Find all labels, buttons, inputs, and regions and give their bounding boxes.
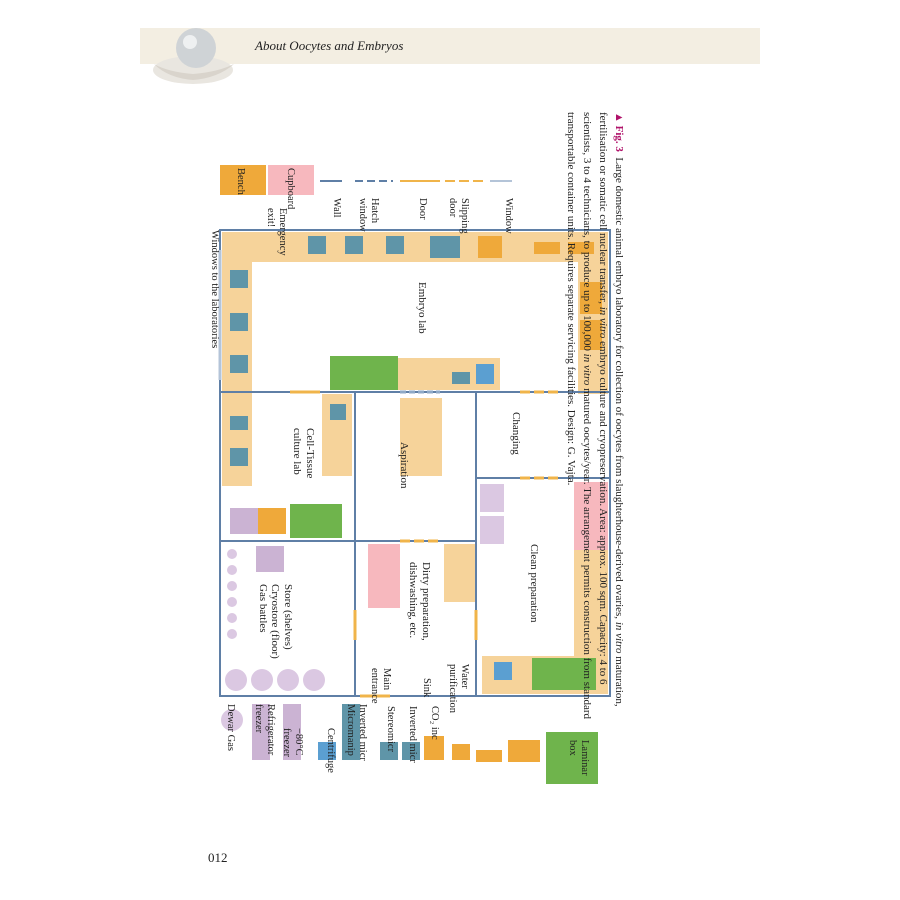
laminar-box	[330, 356, 398, 390]
legend-door-label: Door	[417, 198, 428, 220]
legend-dewar-gas-label: Dewar Gas	[225, 704, 236, 751]
main-entrance-label: Main entrance	[368, 668, 392, 704]
store-label: Store (shelves) Cryostore (floor) Gas battles	[256, 584, 294, 659]
legend-slipping-door-label: Slipping door	[446, 198, 470, 234]
cell-tissue-label: Cell-Tissue culture lab	[291, 428, 316, 479]
legend-inverted-micr-2-label: Inverted micr	[407, 706, 418, 763]
legend-cupboard-label: Cupboard	[285, 168, 296, 210]
legend-laminar-box-label: Laminar box	[566, 740, 590, 776]
page-title: About Oocytes and Embryos	[255, 38, 404, 53]
water-purification-label: Water purification	[446, 664, 470, 713]
changing-label: Changing	[510, 412, 522, 455]
emergency-exit-label: Emergency exit!	[264, 208, 288, 256]
crystal-ball-hands-icon	[148, 18, 238, 88]
legend-bench-label: Bench	[235, 168, 246, 195]
embryo-lab-label: Embryo lab	[416, 282, 428, 334]
figure-label: ▲ Fig. 3	[613, 112, 625, 152]
legend-wall-label: Wall	[331, 198, 342, 218]
legend-stereomicr-label: Stereomicr	[385, 706, 396, 753]
figure-caption: ▲ Fig. 3 Large domestic animal embryo laboratory for collection of oocytes from slaughterhouse-derived ovaries, in vitro maturation, fertilisation or somatic cell nuclear transfer, in vitro embryo culture and cryopreservation. Area: approx. 100 sqm. Capacity: 4 to 6 scientists, 3 to 4 technicians, to produce up to 100,000 in vitro matured oocytes/year. The arrangement permits construction from standard transportable container units. Requires separate servicing facilities. Design: G. Vajta.	[565, 112, 625, 720]
dirty-preparation-label: Dirty preparation, dishwashing, etc.	[407, 562, 432, 641]
clean-preparation-label: Clean preparation	[528, 544, 540, 623]
legend-centrifuge-label: Centrifuge	[325, 728, 336, 773]
legend-hatch-window-label: Hatch window	[356, 198, 380, 232]
aspiration-label: Aspiration	[398, 442, 410, 489]
legend-window-label: Window	[503, 198, 514, 234]
page-number: 012	[208, 850, 228, 865]
legend-80-freezer-label: −80°C freezer	[280, 728, 304, 758]
sink-label: Sink	[421, 678, 432, 698]
windows-label: Windows to the laboratories	[209, 230, 220, 349]
legend-co2-inc-label: CO₂ inc	[429, 706, 440, 740]
legend-inverted-micr-label: Inverted micr Micromanip	[344, 704, 368, 761]
legend-refrigerator-label: Refrigerator freezer	[252, 704, 276, 756]
